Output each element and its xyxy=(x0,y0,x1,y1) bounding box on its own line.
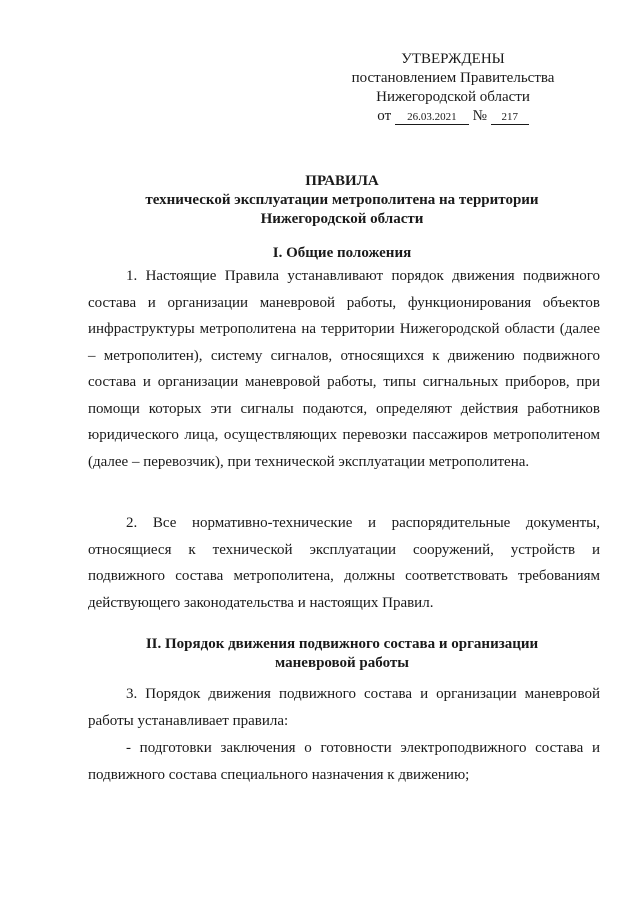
section-2-heading-line-2: маневровой работы xyxy=(275,655,409,671)
document-subtitle-line-2: Нижегородской области xyxy=(260,211,424,227)
document-title: ПРАВИЛА xyxy=(305,173,379,189)
approval-date: 26.03.2021 xyxy=(395,111,469,125)
section-2-heading-line-1: II. Порядок движения подвижного состава и организации xyxy=(145,636,539,652)
section-1-heading xyxy=(80,244,604,263)
approval-line-2: Нижегородской области xyxy=(376,89,530,105)
paragraph-1: 1. Настоящие Правила устанавливают порядок движения подвижного состава и организации маневровой работы, функционирования объектов инфраструктуры метрополитена на территории Нижегородской области (далее – метрополитен), систему сигналов, относящихся к движению подвижного состава и организации маневровой работы, типы сигнальных приборов, при помощи которых эти сигналы подаются, определяют действия работников юридического лица, осуществляющих перевозки пассажиров метрополитеном (далее – перевозчик), при технической эксплуатации метрополитена. xyxy=(88,268,600,470)
approval-number: 217 xyxy=(491,111,529,125)
document-title-block xyxy=(80,172,604,229)
document-subtitle-line-1: технической эксплуатации метрополитена на территории xyxy=(145,192,539,208)
approval-line-1: постановлением Правительства xyxy=(351,70,555,86)
approval-date-line xyxy=(340,107,566,126)
approval-stamp xyxy=(340,50,566,126)
paragraph-3: 3. Порядок движения подвижного состава и организации маневровой работы устанавливает правила: xyxy=(88,686,600,729)
paragraph-4: - подготовки заключения о готовности электроподвижного состава и подвижного состава специального назначения к движению; xyxy=(88,740,600,783)
paragraph-2: 2. Все нормативно-технические и распорядительные документы, относящиеся к технической эксплуатации сооружений, устройств и подвижного состава метрополитена, должны соответствовать требованиям действующего законодательства и настоящих Правил. xyxy=(88,515,600,611)
section-2-heading xyxy=(80,635,604,673)
from-label: от xyxy=(377,108,392,124)
number-label: № xyxy=(472,108,487,124)
section-1-heading-text: I. Общие положения xyxy=(272,245,412,261)
approval-title: УТВЕРЖДЕНЫ xyxy=(401,51,505,67)
